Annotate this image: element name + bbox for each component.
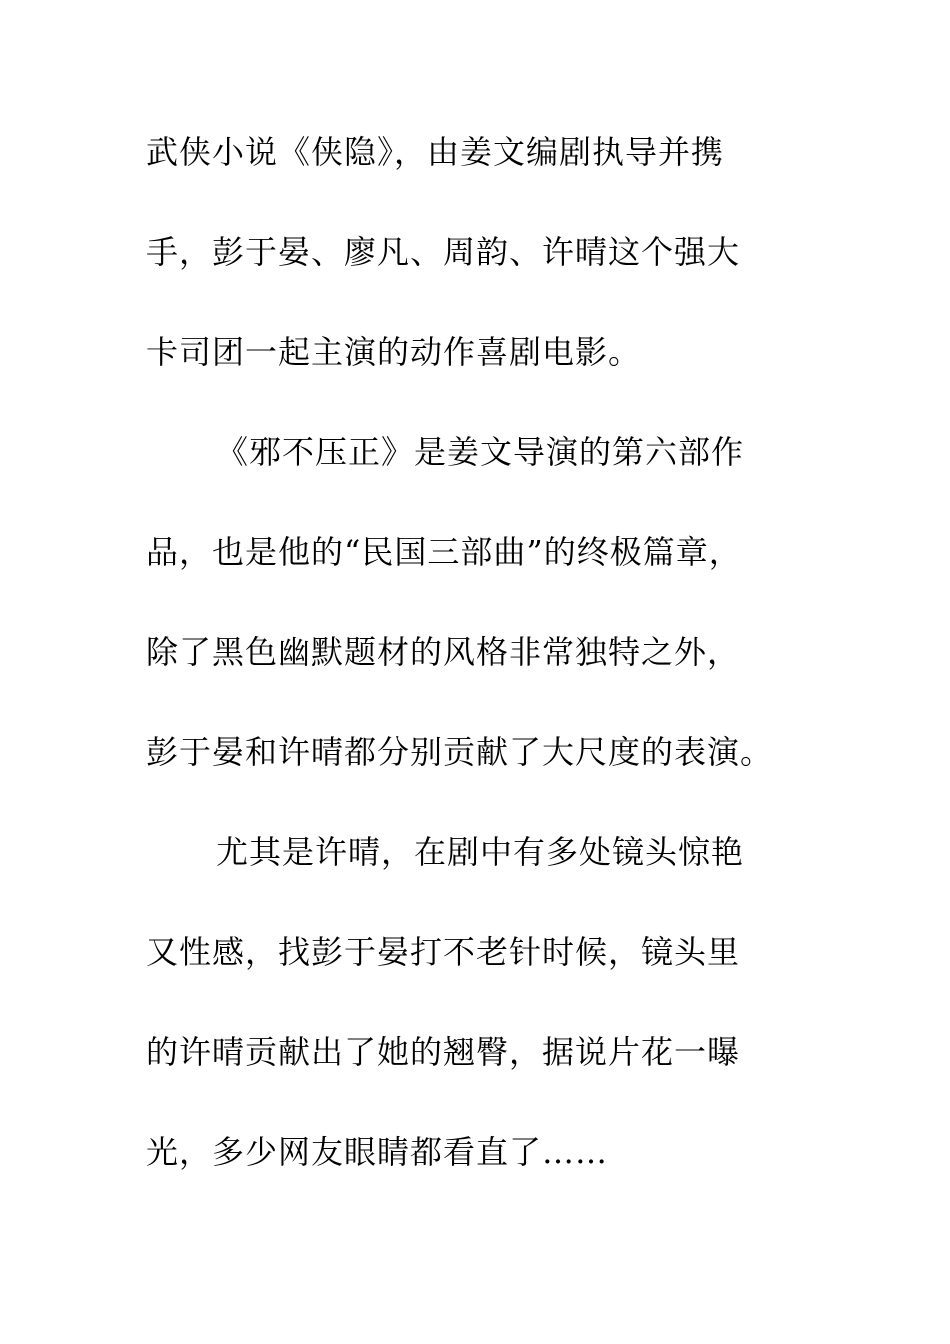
paragraph-3-line-1: 尤其是许晴，在剧中有多处镜头惊艳 (216, 833, 745, 871)
paragraph-3-line-3: 的许晴贡献出了她的翘臀，据说片花一曝 (146, 1033, 741, 1071)
paragraph-3-line-4: 光，多少网友眼睛都看直了…… (146, 1133, 609, 1171)
paragraph-3-line-2: 又性感，找彭于晏打不老针时候，镜头里 (146, 933, 741, 971)
paragraph-1-line-1: 武侠小说《侠隐》，由姜文编剧执导并携 (146, 133, 725, 171)
paragraph-2-line-1: 《邪不压正》是姜文导演的第六部作 (216, 433, 745, 471)
paragraph-1-line-3: 卡司团一起主演的动作喜剧电影。 (146, 333, 642, 371)
paragraph-2-line-3: 除了黑色幽默题材的风格非常独特之外， (146, 633, 741, 671)
paragraph-2-line-4: 彭于晏和许晴都分别贡献了大尺度的表演。 (146, 733, 774, 771)
paragraph-2-line-2: 品，也是他的“民国三部曲”的终极篇章， (146, 533, 742, 571)
paragraph-1-line-2: 手，彭于晏、廖凡、周韵、许晴这个强大 (146, 233, 741, 271)
